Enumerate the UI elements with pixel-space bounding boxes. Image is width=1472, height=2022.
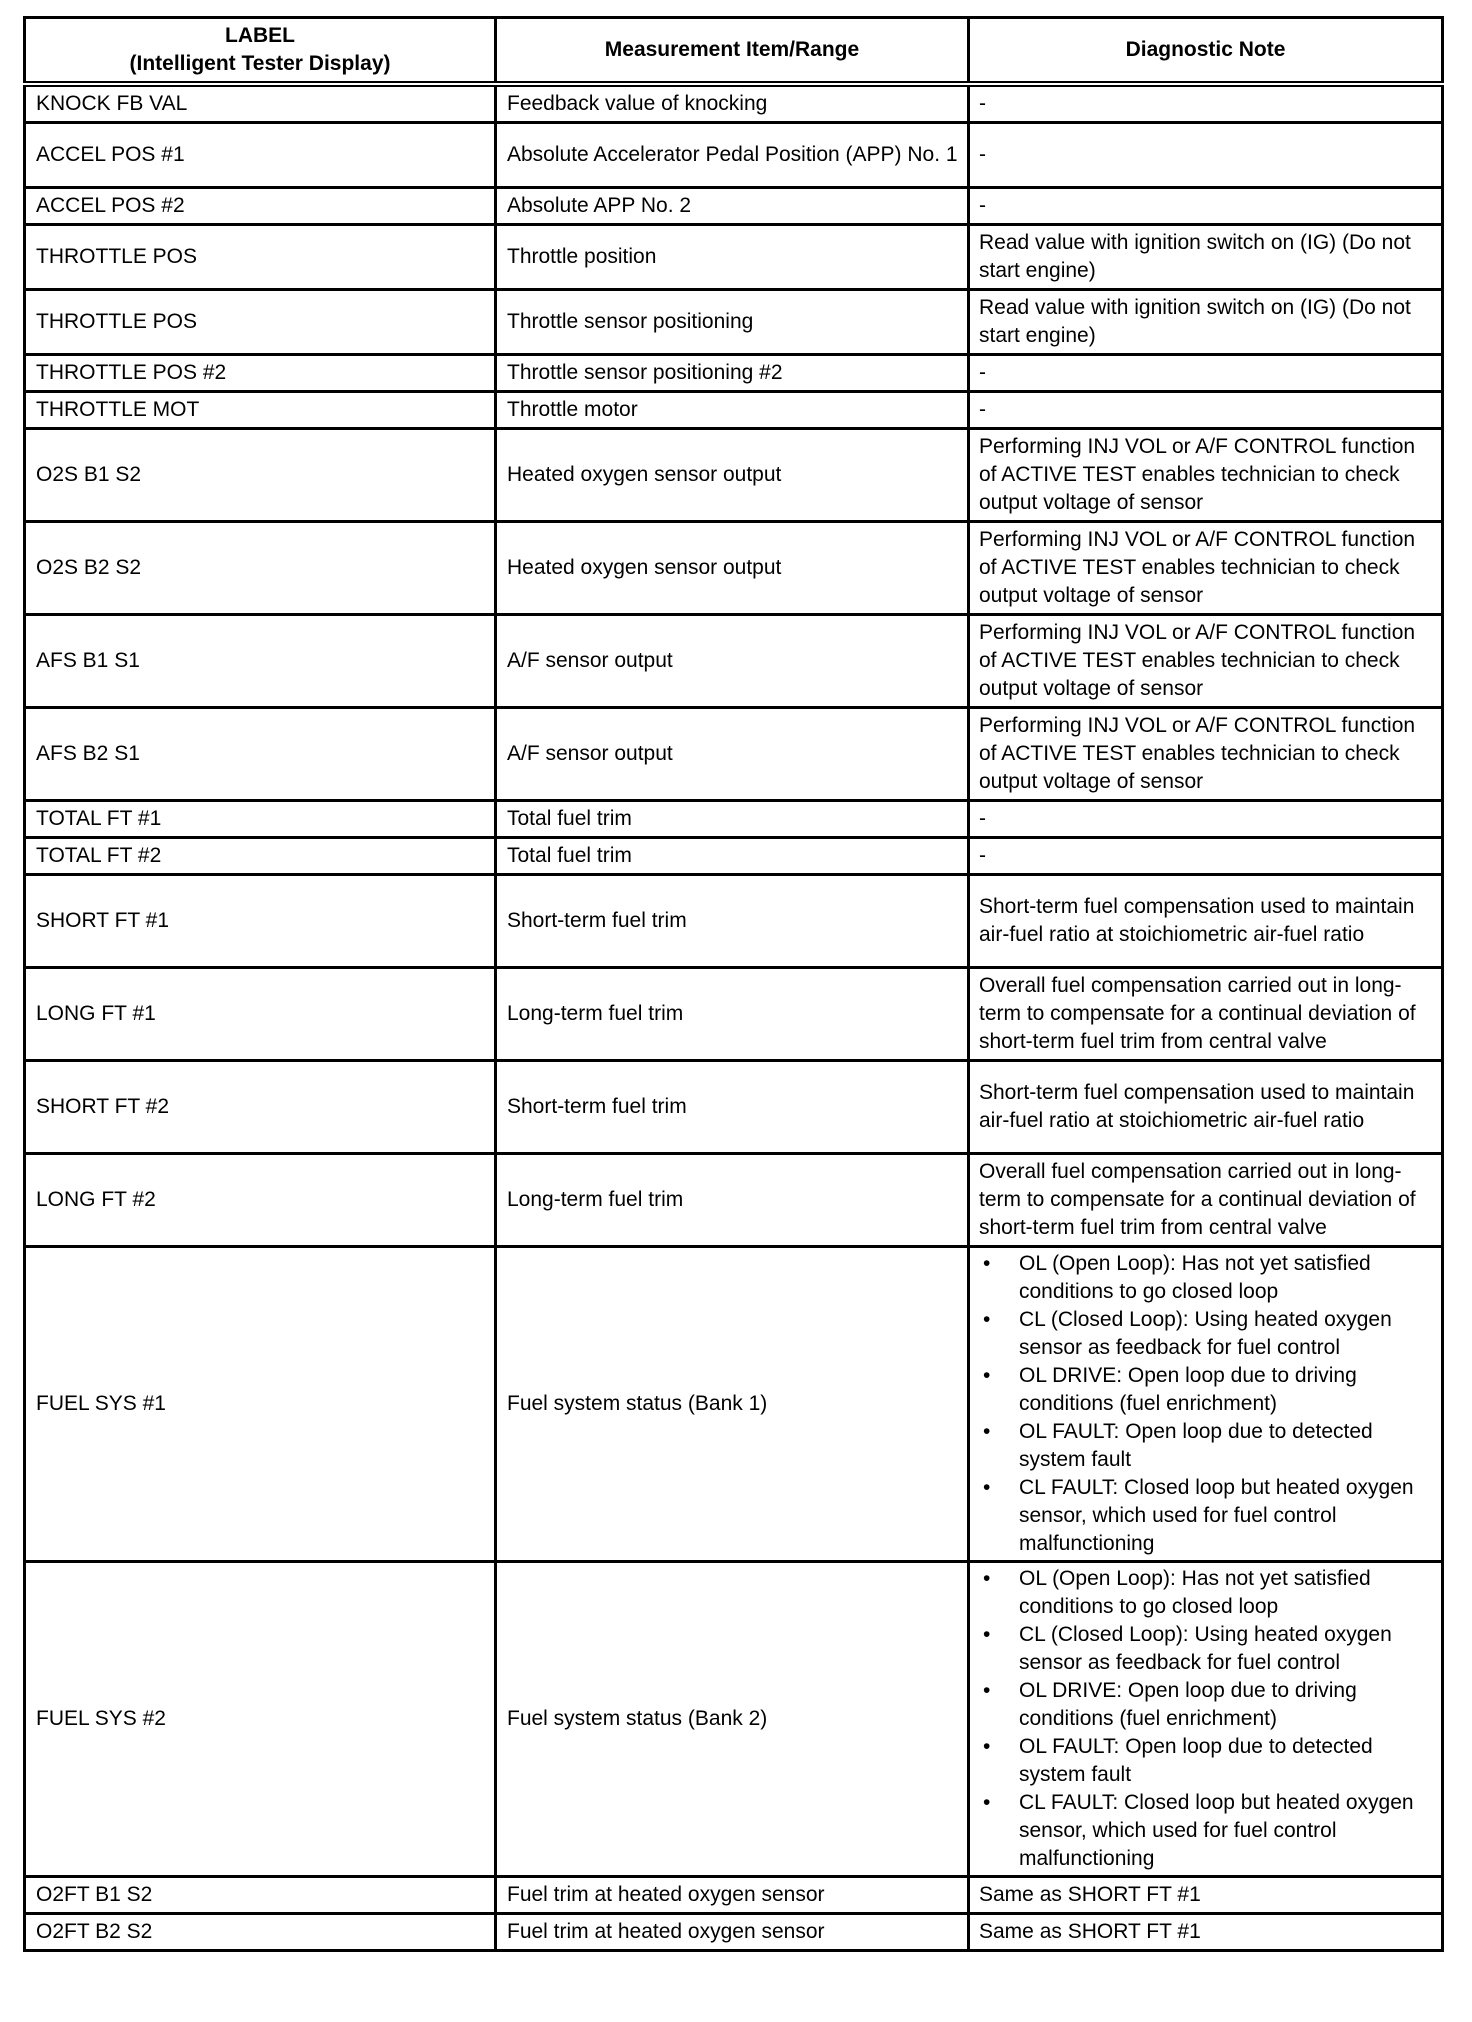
fuel-status-list: [979, 1565, 1432, 1873]
list-item-text: OL FAULT: Open loop due to detected system fault: [1019, 1735, 1373, 1786]
cell-diagnostic-note: Performing INJ VOL or A/F CONTROL function of ACTIVE TEST enables technician to check output voltage of sensor: [969, 615, 1443, 708]
cell-diagnostic-note: [969, 1562, 1443, 1877]
table-row: [25, 392, 1443, 429]
cell-diagnostic-note: Read value with ignition switch on (IG) (Do not start engine): [969, 225, 1443, 290]
fuel-status-list: [979, 1250, 1432, 1558]
cell-label: ACCEL POS #2: [25, 188, 496, 225]
cell-label: KNOCK FB VAL: [25, 84, 496, 123]
cell-measurement: Fuel system status (Bank 2): [496, 1562, 969, 1877]
cell-diagnostic-note: -: [969, 801, 1443, 838]
bullet-icon: •: [983, 1679, 991, 1702]
cell-diagnostic-note: Same as SHORT FT #1: [969, 1877, 1443, 1914]
header-row: [25, 18, 1443, 85]
table-row: [25, 708, 1443, 801]
table-row: [25, 522, 1443, 615]
cell-label: LONG FT #1: [25, 968, 496, 1061]
cell-label: O2S B1 S2: [25, 429, 496, 522]
cell-measurement: Fuel system status (Bank 1): [496, 1247, 969, 1562]
bullet-icon: •: [983, 1308, 991, 1331]
cell-label: SHORT FT #2: [25, 1061, 496, 1154]
header-label-line1: LABEL: [225, 24, 295, 47]
bullet-icon: •: [983, 1623, 991, 1646]
list-item: [979, 1789, 1432, 1873]
table-row: [25, 615, 1443, 708]
cell-label: ACCEL POS #1: [25, 123, 496, 188]
data-list-table: [23, 16, 1444, 1952]
cell-diagnostic-note: -: [969, 838, 1443, 875]
table-body: [25, 84, 1443, 1951]
cell-measurement: Total fuel trim: [496, 838, 969, 875]
cell-measurement: Heated oxygen sensor output: [496, 429, 969, 522]
list-item: [979, 1621, 1432, 1677]
cell-label: O2FT B2 S2: [25, 1914, 496, 1951]
bullet-icon: •: [983, 1476, 991, 1499]
cell-label: THROTTLE POS #2: [25, 355, 496, 392]
cell-label: LONG FT #2: [25, 1154, 496, 1247]
cell-diagnostic-note: Short-term fuel compensation used to maintain air-fuel ratio at stoichiometric air-fuel ratio: [969, 875, 1443, 968]
table-row: [25, 838, 1443, 875]
cell-label: FUEL SYS #2: [25, 1562, 496, 1877]
cell-measurement: Short-term fuel trim: [496, 875, 969, 968]
cell-label: O2S B2 S2: [25, 522, 496, 615]
cell-diagnostic-note: [969, 1247, 1443, 1562]
list-item: [979, 1733, 1432, 1789]
cell-label: TOTAL FT #1: [25, 801, 496, 838]
header-label: [25, 18, 496, 85]
cell-label: THROTTLE MOT: [25, 392, 496, 429]
list-item-text: CL FAULT: Closed loop but heated oxygen sensor, which used for fuel control malfunctioning: [1019, 1476, 1414, 1555]
table-row: [25, 84, 1443, 123]
bullet-icon: •: [983, 1791, 991, 1814]
table-row: [25, 355, 1443, 392]
list-item: [979, 1565, 1432, 1621]
list-item: [979, 1306, 1432, 1362]
table-row: [25, 1061, 1443, 1154]
cell-measurement: Short-term fuel trim: [496, 1061, 969, 1154]
table-row: [25, 968, 1443, 1061]
cell-diagnostic-note: Performing INJ VOL or A/F CONTROL function of ACTIVE TEST enables technician to check output voltage of sensor: [969, 522, 1443, 615]
bullet-icon: •: [983, 1567, 991, 1590]
cell-diagnostic-note: -: [969, 123, 1443, 188]
table-row: [25, 801, 1443, 838]
list-item: [979, 1362, 1432, 1418]
cell-diagnostic-note: Short-term fuel compensation used to maintain air-fuel ratio at stoichiometric air-fuel ratio: [969, 1061, 1443, 1154]
list-item-text: OL DRIVE: Open loop due to driving conditions (fuel enrichment): [1019, 1679, 1357, 1730]
table-row: [25, 1154, 1443, 1247]
list-item-text: CL (Closed Loop): Using heated oxygen sensor as feedback for fuel control: [1019, 1308, 1392, 1359]
cell-diagnostic-note: Performing INJ VOL or A/F CONTROL function of ACTIVE TEST enables technician to check output voltage of sensor: [969, 708, 1443, 801]
cell-measurement: Feedback value of knocking: [496, 84, 969, 123]
list-item: [979, 1474, 1432, 1558]
cell-label: TOTAL FT #2: [25, 838, 496, 875]
cell-measurement: Fuel trim at heated oxygen sensor: [496, 1914, 969, 1951]
cell-label: FUEL SYS #1: [25, 1247, 496, 1562]
table-row: [25, 1247, 1443, 1562]
table-row: [25, 1877, 1443, 1914]
cell-diagnostic-note: -: [969, 355, 1443, 392]
list-item-text: OL FAULT: Open loop due to detected system fault: [1019, 1420, 1373, 1471]
cell-label: AFS B2 S1: [25, 708, 496, 801]
bullet-icon: •: [983, 1364, 991, 1387]
bullet-icon: •: [983, 1735, 991, 1758]
cell-measurement: Throttle sensor positioning: [496, 290, 969, 355]
cell-diagnostic-note: Overall fuel compensation carried out in long-term to compensate for a continual deviation of short-term fuel trim from central valve: [969, 1154, 1443, 1247]
table-row: [25, 1914, 1443, 1951]
cell-diagnostic-note: Same as SHORT FT #1: [969, 1914, 1443, 1951]
cell-measurement: Long-term fuel trim: [496, 968, 969, 1061]
table-row: [25, 123, 1443, 188]
header-label-line2: (Intelligent Tester Display): [129, 52, 391, 75]
cell-diagnostic-note: -: [969, 392, 1443, 429]
cell-measurement: Total fuel trim: [496, 801, 969, 838]
cell-measurement: A/F sensor output: [496, 615, 969, 708]
cell-diagnostic-note: Performing INJ VOL or A/F CONTROL function of ACTIVE TEST enables technician to check output voltage of sensor: [969, 429, 1443, 522]
table-row: [25, 225, 1443, 290]
cell-diagnostic-note: Read value with ignition switch on (IG) (Do not start engine): [969, 290, 1443, 355]
cell-measurement: Throttle motor: [496, 392, 969, 429]
table-row: [25, 1562, 1443, 1877]
bullet-icon: •: [983, 1252, 991, 1275]
list-item-text: CL (Closed Loop): Using heated oxygen sensor as feedback for fuel control: [1019, 1623, 1392, 1674]
cell-diagnostic-note: -: [969, 188, 1443, 225]
list-item: [979, 1418, 1432, 1474]
table-row: [25, 875, 1443, 968]
cell-diagnostic-note: -: [969, 84, 1443, 123]
list-item-text: OL (Open Loop): Has not yet satisfied conditions to go closed loop: [1019, 1567, 1371, 1618]
list-item-text: OL DRIVE: Open loop due to driving conditions (fuel enrichment): [1019, 1364, 1357, 1415]
table-header: [25, 18, 1443, 85]
list-item-text: CL FAULT: Closed loop but heated oxygen sensor, which used for fuel control malfunctioning: [1019, 1791, 1414, 1870]
cell-label: SHORT FT #1: [25, 875, 496, 968]
table-row: [25, 429, 1443, 522]
list-item-text: OL (Open Loop): Has not yet satisfied conditions to go closed loop: [1019, 1252, 1371, 1303]
cell-measurement: Throttle position: [496, 225, 969, 290]
list-item: [979, 1677, 1432, 1733]
cell-label: THROTTLE POS: [25, 225, 496, 290]
cell-measurement: A/F sensor output: [496, 708, 969, 801]
table-row: [25, 188, 1443, 225]
header-diagnostic-note: Diagnostic Note: [969, 18, 1443, 85]
bullet-icon: •: [983, 1420, 991, 1443]
cell-diagnostic-note: Overall fuel compensation carried out in long-term to compensate for a continual deviation of short-term fuel trim from central valve: [969, 968, 1443, 1061]
cell-measurement: Absolute Accelerator Pedal Position (APP) No. 1: [496, 123, 969, 188]
cell-label: O2FT B1 S2: [25, 1877, 496, 1914]
header-measurement: Measurement Item/Range: [496, 18, 969, 85]
cell-measurement: Fuel trim at heated oxygen sensor: [496, 1877, 969, 1914]
list-item: [979, 1250, 1432, 1306]
cell-label: THROTTLE POS: [25, 290, 496, 355]
table-row: [25, 290, 1443, 355]
cell-measurement: Heated oxygen sensor output: [496, 522, 969, 615]
cell-label: AFS B1 S1: [25, 615, 496, 708]
cell-measurement: Long-term fuel trim: [496, 1154, 969, 1247]
cell-measurement: Absolute APP No. 2: [496, 188, 969, 225]
cell-measurement: Throttle sensor positioning #2: [496, 355, 969, 392]
